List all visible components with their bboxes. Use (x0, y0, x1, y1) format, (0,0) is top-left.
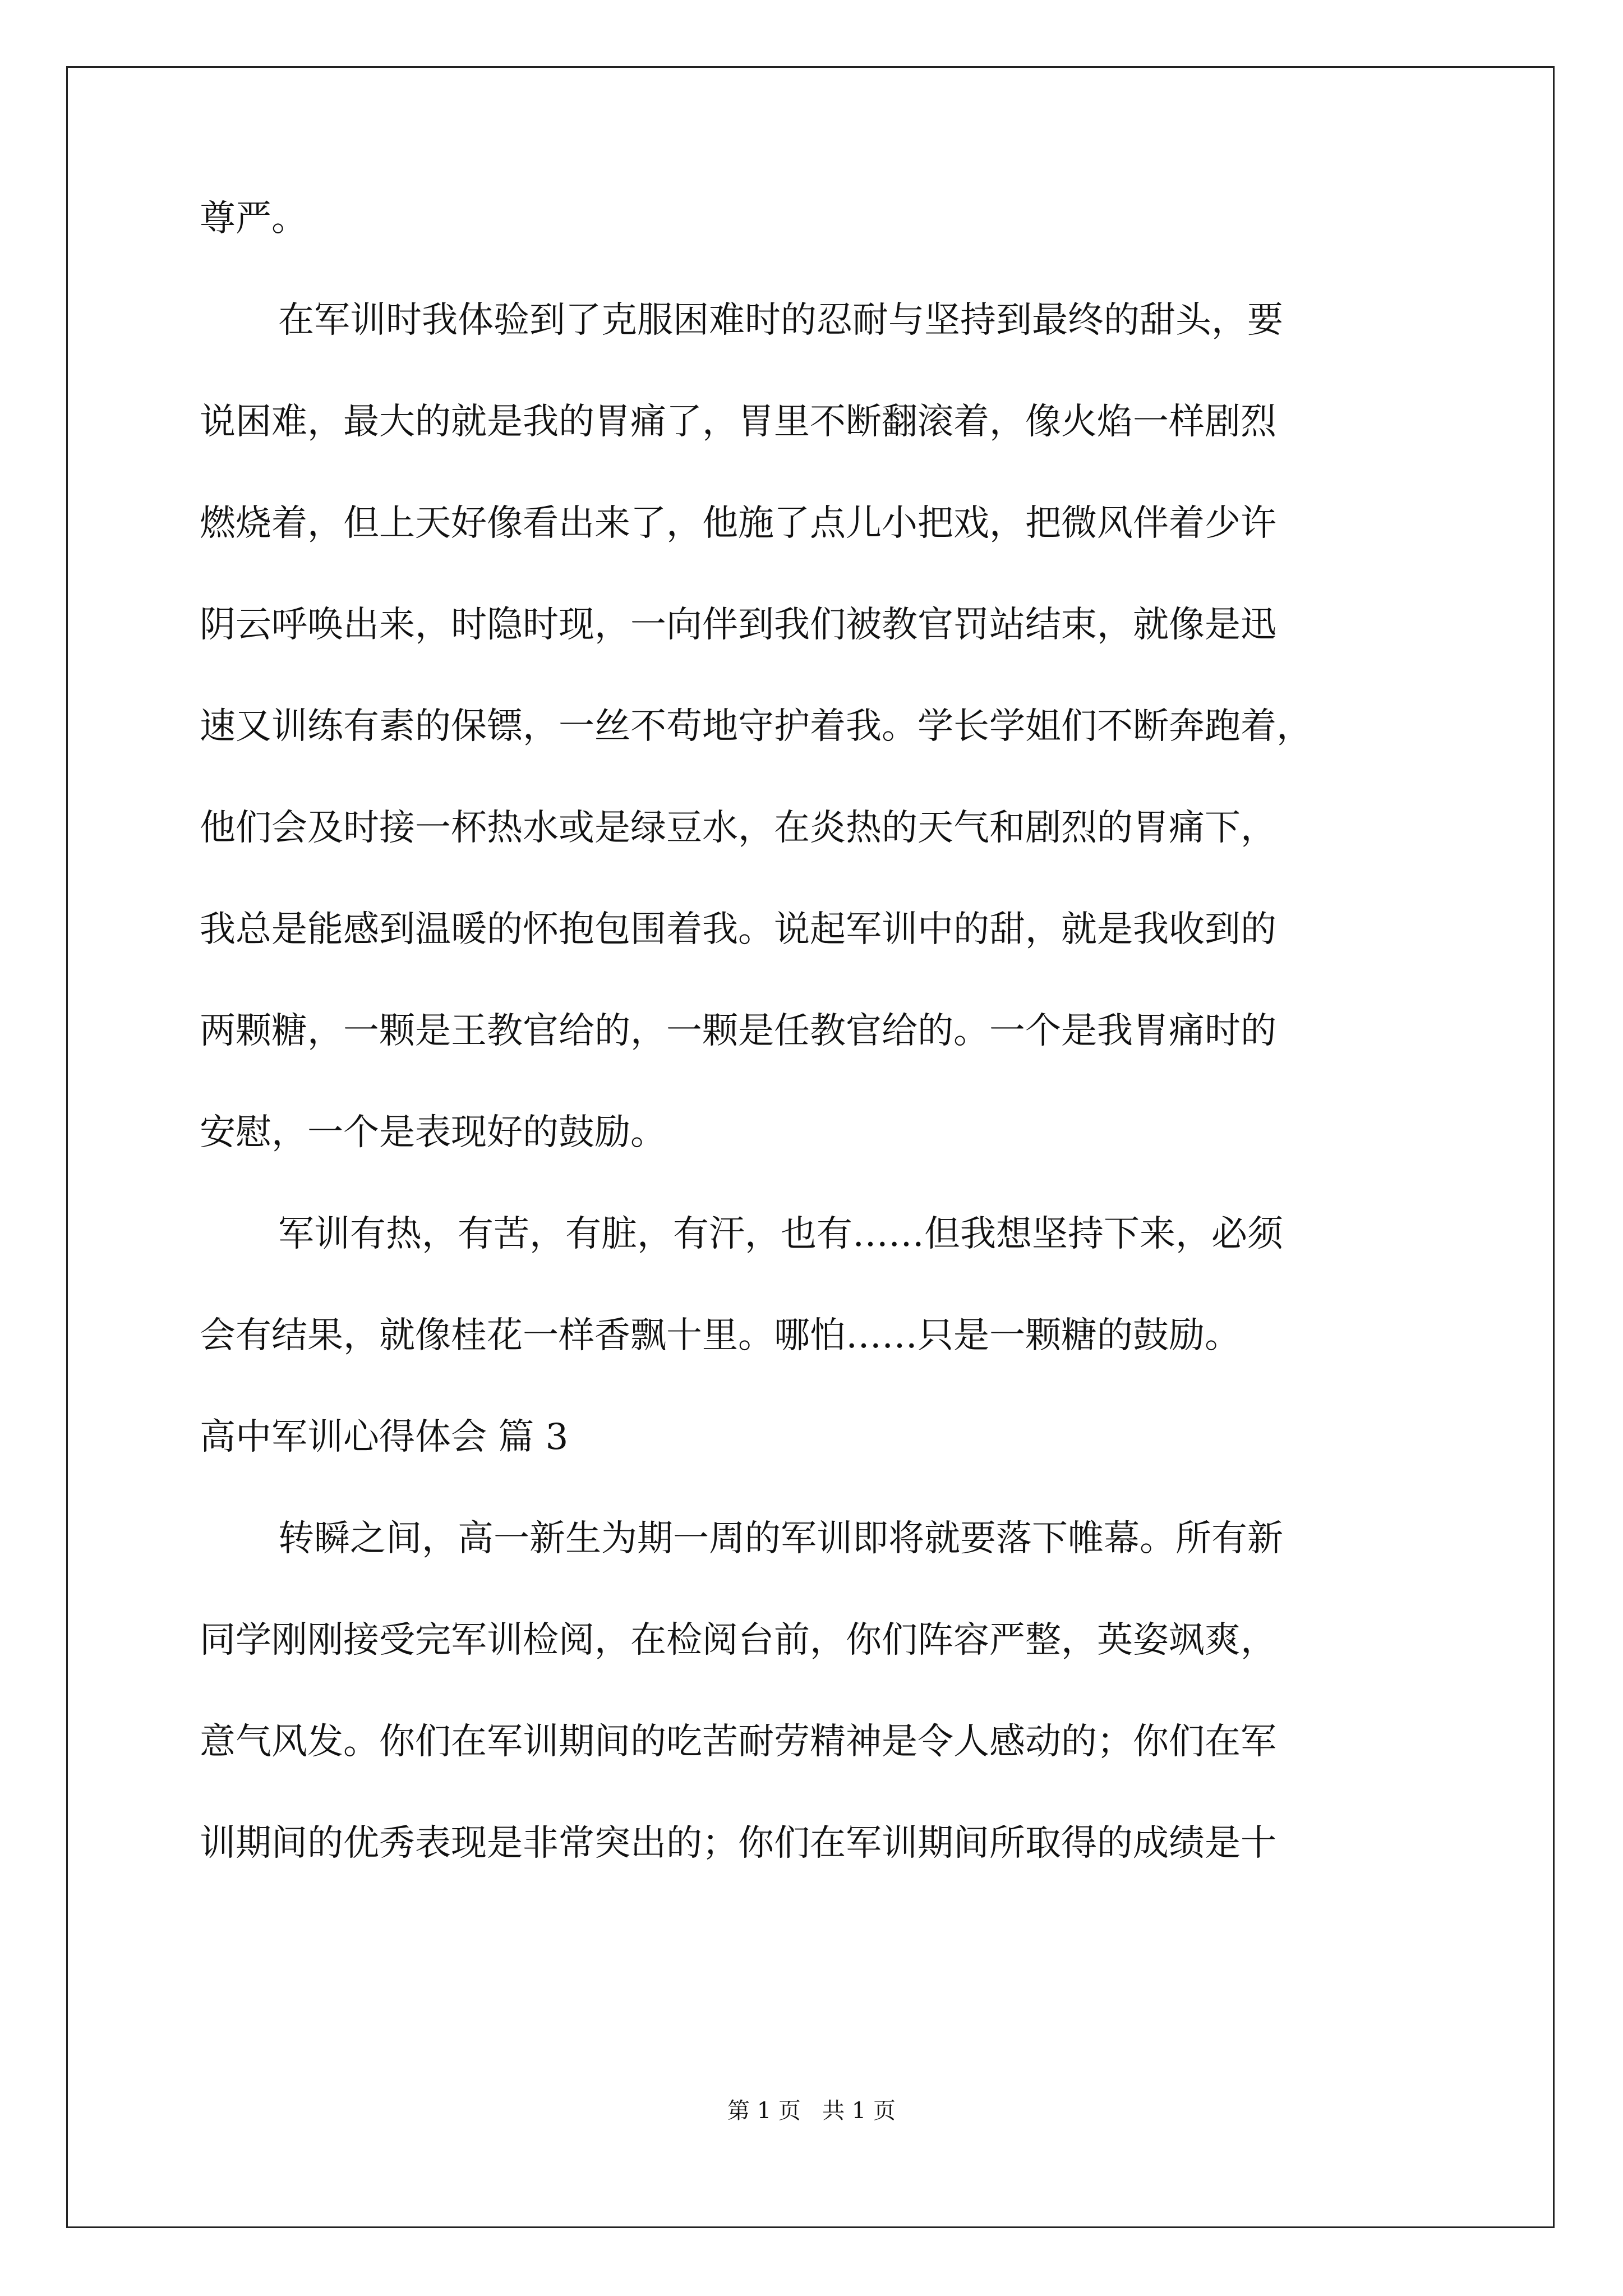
text-line: 会有结果，就像桂花一样香飘十里。哪怕……只是一颗糖的鼓励。 (200, 1315, 1241, 1356)
text-line: 阴云呼唤出来，时隐时现，一向伴到我们被教官罚站结束，就像是迅 (200, 604, 1276, 646)
text-line: 速又训练有素的保镖，一丝不苟地守护着我。学长学姐们不断奔跑着， (200, 706, 1312, 747)
text-line: 说困难，最大的就是我的胃痛了，胃里不断翻滚着，像火焰一样剧烈 (200, 401, 1276, 443)
text-line: 两颗糖，一颗是王教官给的，一颗是任教官给的。一个是我胃痛时的 (200, 1010, 1276, 1052)
text-line: 尊严。 (200, 198, 307, 240)
paragraph-start-line: 军训有热，有苦，有脏，有汗，也有……但我想坚持下来，必须 (278, 1213, 1283, 1255)
text-line: 安慰，一个是表现好的鼓励。 (200, 1112, 666, 1153)
text-line: 他们会及时接一杯热水或是绿豆水，在炎热的天气和剧烈的胃痛下， (200, 807, 1276, 849)
text-line: 意气风发。你们在军训期间的吃苦耐劳精神是令人感动的；你们在军 (200, 1721, 1276, 1763)
page-footer: 第 1 页 共 1 页 (727, 2098, 896, 2124)
section-heading: 高中军训心得体会 篇 3 (200, 1416, 569, 1458)
text-line: 我总是能感到温暖的怀抱包围着我。说起军训中的甜，就是我收到的 (200, 909, 1276, 950)
text-line: 训期间的优秀表现是非常突出的；你们在军训期间所取得的成绩是十 (200, 1823, 1276, 1864)
paragraph-start-line: 转瞬之间，高一新生为期一周的军训即将就要落下帷幕。所有新 (278, 1518, 1283, 1559)
paragraph-start-line: 在军训时我体验到了克服困难时的忍耐与坚持到最终的甜头，要 (278, 300, 1283, 341)
text-line: 燃烧着，但上天好像看出来了，他施了点儿小把戏，把微风伴着少许 (200, 503, 1276, 544)
text-line: 同学刚刚接受完军训检阅，在检阅台前，你们阵容严整，英姿飒爽， (200, 1619, 1276, 1661)
